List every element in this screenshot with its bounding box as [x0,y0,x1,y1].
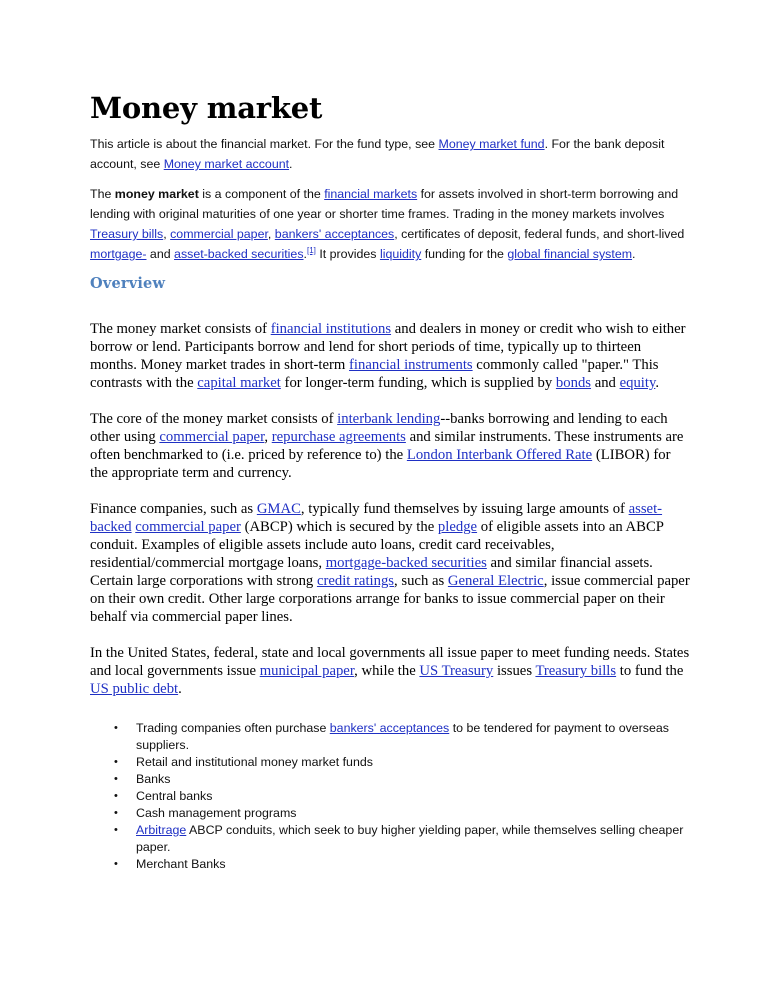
bullet-icon: • [114,858,118,870]
intro-text: funding for the [421,247,508,261]
overview-paragraph-3 [90,500,690,626]
link-pledge[interactable]: pledge [437,519,478,535]
link-commercial-paper[interactable]: commercial paper [170,227,268,241]
link-libor[interactable]: London Interbank Offered Rate [406,447,593,463]
hatnote-text: . For the bank deposit account, see [90,137,665,171]
link-general-electric[interactable]: General Electric [447,573,544,589]
body-text: In the United States, federal, state and local governments all issue paper to meet funding needs. States and local governments issue [90,645,690,679]
body-text: , [264,429,272,445]
link-credit-ratings[interactable]: credit ratings [316,573,395,589]
body-text: and [591,375,620,391]
link-commercial-paper[interactable]: commercial paper [135,519,241,535]
link-treasury-bills[interactable]: Treasury bills [90,227,164,241]
list-item [90,805,690,822]
link-liquidity[interactable]: liquidity [379,247,422,261]
link-us-treasury[interactable]: US Treasury [419,663,494,679]
link-money-market-account[interactable]: Money market account [163,157,290,171]
list-item-text: Merchant Banks [136,857,226,871]
participants-list [90,720,690,873]
intro-text: . [632,247,636,261]
list-item-text: Cash management programs [136,806,297,820]
overview-paragraph-2 [90,410,690,482]
body-text: issues [493,663,536,679]
link-us-public-debt[interactable]: US public debt [90,681,179,697]
hatnote [90,134,690,174]
section-heading-overview: Overview [90,275,166,292]
link-financial-markets[interactable]: financial markets [324,187,418,201]
list-item-text: Retail and institutional money market funds [136,755,373,769]
link-treasury-bills[interactable]: Treasury bills [535,663,617,679]
intro-text: , [163,227,171,241]
body-text: . [178,681,182,697]
body-text: (ABCP) which is secured by the [240,519,438,535]
body-text: to fund the [616,663,684,679]
link-bankers-acceptances[interactable]: bankers' acceptances [329,721,450,735]
bullet-icon: • [114,722,118,734]
intro-text: is a component of the [198,187,325,201]
list-item [90,754,690,771]
link-municipal-paper[interactable]: municipal paper [259,663,355,679]
intro-text: , [267,227,275,241]
intro-bold-term: money market [114,187,199,201]
body-text: , such as [394,573,448,589]
body-text: . [655,375,660,391]
hatnote-text: . [289,157,293,171]
intro-text: It provides [315,247,380,261]
body-text: and dealers in money or credit who wish to either borrow or lend. Participants borrow and lend for short periods of time, typically up to thirteen months. Money market trades in short-term [90,321,686,373]
body-text: , issue commercial paper on their own credit. Other large corporations arrange for banks to issue commercial paper on their behalf via commercial paper lines. [90,573,690,625]
link-global-financial-system[interactable]: global financial system [507,247,633,261]
link-mortgage-backed-securities[interactable]: mortgage-backed securities [325,555,487,571]
body-text: (LIBOR) for the appropriate term and currency. [90,447,671,481]
link-commercial-paper[interactable]: commercial paper [159,429,265,445]
bullet-icon: • [114,790,118,802]
body-text: --banks borrowing and lending to each other using [90,411,668,445]
link-arbitrage[interactable]: Arbitrage [136,823,187,837]
body-text: and similar instruments. These instruments are often benchmarked to (i.e. priced by reference to) the [90,429,684,463]
body-text: of eligible assets into an ABCP conduit. Examples of eligible assets include auto loans, credit card receivables, residential/commercial mortgage loans, [90,519,664,571]
link-asset-backed[interactable]: asset-backed [90,501,663,535]
bullet-icon: • [114,756,118,768]
link-interbank-lending[interactable]: interbank lending [337,411,441,427]
body-text: commonly called "paper." This contrasts with the [90,357,659,391]
list-item [90,822,690,856]
link-financial-instruments[interactable]: financial instruments [349,357,473,373]
link-capital-market[interactable]: capital market [197,375,281,391]
link-asset-backed-securities[interactable]: asset-backed securities [174,247,304,261]
list-item-text: ABCP conduits, which seek to buy higher yielding paper, while themselves selling cheaper paper. [136,823,684,854]
link-equity[interactable]: equity [619,375,656,391]
list-item-text: Banks [136,772,171,786]
page-title: Money market [90,91,323,125]
link-repurchase-agreements[interactable]: repurchase agreements [271,429,406,445]
intro-text: , certificates of deposit, federal funds, and short-lived [394,227,685,241]
bullet-icon: • [114,807,118,819]
link-financial-institutions[interactable]: financial institutions [270,321,392,337]
list-item [90,856,690,873]
reference-link[interactable]: [1] [306,245,316,255]
body-text: The money market consists of [90,321,271,337]
bullet-icon: • [114,773,118,785]
intro-text: for assets involved in short-term borrowing and lending with original maturities of one year or shorter time frames. Trading in the money markets involves [90,187,679,221]
link-bankers-acceptances[interactable]: bankers' acceptances [274,227,395,241]
overview-paragraph-4 [90,644,690,698]
intro-text: The [90,187,115,201]
link-bonds[interactable]: bonds [555,375,592,391]
hatnote-text: This article is about the financial market. For the fund type, see [90,137,439,151]
overview-paragraph-1 [90,320,690,392]
body-text: , while the [354,663,420,679]
intro-text: and [146,247,175,261]
link-mortgage[interactable]: mortgage- [90,247,147,261]
body-text: The core of the money market consists of [90,411,338,427]
intro-paragraph [90,184,690,264]
body-text: , typically fund themselves by issuing large amounts of [300,501,629,517]
body-text: Finance companies, such as [90,501,257,517]
body-text: for longer-term funding, which is supplied by [280,375,556,391]
link-gmac[interactable]: GMAC [256,501,301,517]
body-text: and similar financial assets. Certain large corporations with strong [90,555,653,589]
list-item-text: Trading companies often purchase [136,721,330,735]
document-page [90,88,690,873]
intro-text: . [303,247,307,261]
list-item [90,771,690,788]
list-item-text: Central banks [136,789,213,803]
list-item [90,788,690,805]
list-item [90,720,690,754]
link-money-market-fund[interactable]: Money market fund [438,137,545,151]
bullet-icon: • [114,824,118,836]
list-item-text: to be tendered for payment to overseas suppliers. [136,721,669,752]
